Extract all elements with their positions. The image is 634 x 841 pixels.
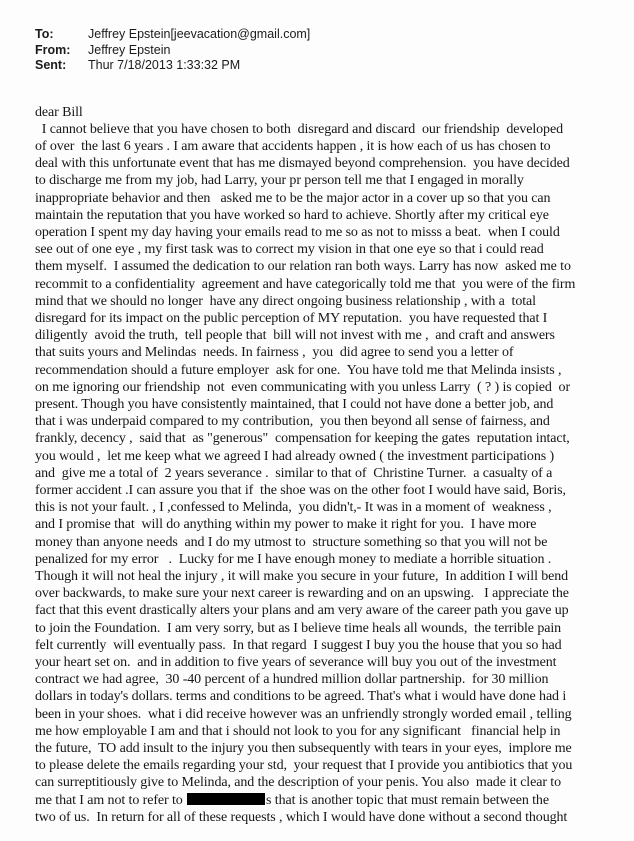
sent-value: Thur 7/18/2013 1:33:32 PM (88, 58, 241, 72)
header-row-sent (35, 58, 606, 74)
body-line: two of us. In return for all of these requests , which I would have done without a second thought (35, 809, 568, 825)
body-line: of over the last 6 years . I am aware that accidents happen , it is how each of us has chosen to (35, 138, 551, 154)
body-line: can surreptitiously give to Melinda, and the description of your penis. You also made it clear to (35, 775, 561, 791)
header-row-from (35, 43, 606, 59)
body-line: to discharge me from my job, had Larry, your pr person tell me that I engaged in morally (35, 173, 524, 189)
body-line: contract we had agree, 30 -40 percent of a hundred million dollar partnership. for 30 million (35, 672, 549, 688)
body-line: them myself. I assumed the dedication to our relation ran both ways. Larry has now asked me to (35, 259, 571, 275)
body-line: frankly, decency , said that as "generous" compensation for keeping the gates reputation intact, (35, 431, 570, 447)
to-label: To: (35, 27, 54, 41)
body-line: present. Though you have consistently maintained, that I could not have done a better job, and (35, 396, 554, 412)
email-letter (35, 104, 606, 827)
body-line: felt currently will eventually pass. In that regard I suggest I buy you the house that you so had (35, 637, 562, 653)
body-line: recommendation should a future employer ask for one. You have told me that Melinda insists , (35, 362, 562, 378)
body-line: to join the Foundation. I am very sorry, but as I believe time heals all wounds, the terrible pain (35, 620, 562, 636)
body-line: fact that this event drastically alters your plans and am very aware of the career path you gave up (35, 603, 569, 619)
body-line: maintain the reputation that you have worked so hard to achieve. Shortly after my critical eye (35, 207, 549, 223)
body-line: I cannot believe that you have chosen to both disregard and discard our friendship developed (35, 121, 563, 137)
from-label: From: (35, 42, 71, 57)
body-line: that i was underpaid compared to my contribution, you then beyond all sense of fairness, and (35, 414, 550, 430)
body-line: and give me a total of 2 years severance . similar to that of Christine Turner. a casualty of a (35, 465, 553, 481)
sent-label: Sent: (35, 58, 67, 72)
email-body (35, 121, 606, 826)
body-line: disregard for its impact on the public perception of MY reputation. you have requested that I (35, 310, 548, 326)
body-line: mind that we should no longer have any direct ongoing business relationship , with a total (35, 293, 536, 309)
email-header (35, 27, 606, 74)
header-row-to (35, 27, 606, 43)
body-line: dollars in today's dollars. terms and conditions to be agreed. That's what i would have done had i (35, 689, 567, 705)
body-line: this is not your fault. , I ,confessed to Melinda, you didn't,- It was in a moment of weakness , (35, 500, 552, 516)
body-line: you would , let me keep what we agreed I had already owned ( the investment participations ) (35, 448, 555, 464)
body-line: that suits yours and Melindas needs. In fairness , you did agree to send you a letter of (35, 345, 514, 361)
body-line: see out of one eye , my first task was to correct my vision in that one eye so that i could read (35, 242, 544, 258)
body-line: Though it will not heal the injury , it will make you secure in your future, In addition I will bend (35, 568, 569, 584)
body-line: me that I am not to refer to s that is another topic that must remain between the (35, 792, 549, 808)
salutation: dear Bill (35, 104, 83, 120)
body-line: been in your shoes. what i did receive however was an unfriendly strongly worded email , telling (35, 706, 572, 722)
to-value: Jeffrey Epstein[jeevacation@gmail.com] (88, 27, 311, 41)
body-line: over backwards, to make sure your next career is rewarding and on an upswing. I appreciate the (35, 586, 569, 602)
body-line: the future, TO add insult to the injury you then subsequently with tears in your eyes, implore me (35, 741, 572, 757)
body-line: diligently avoid the truth, tell people that bill will not invest with me , and craft and answers (35, 328, 555, 344)
body-line: operation I spent my day having your emails read to me so as not to misss a beat. when I could (35, 224, 560, 240)
body-line: former accident .I can assure you that if the shoe was on the other foot I would have said, Boris, (35, 482, 566, 498)
body-line: on me ignoring our friendship not even communicating with you unless Larry ( ? ) is copied or (35, 379, 571, 395)
body-line: inappropriate behavior and then asked me to be the major actor in a cover up so that you can (35, 190, 551, 206)
body-line: and I promise that will do anything within my power to make it right for you. I have more (35, 517, 537, 533)
body-line: to please delete the emails regarding your std, your request that I provide you antibiotics that you (35, 758, 573, 774)
body-line: me how employable I am and that i should not look to you for any significant financial help in (35, 723, 561, 739)
body-line: deal with this unfortunate event that has me dismayed beyond comprehension. you have decided (35, 156, 570, 172)
from-value: Jeffrey Epstein (88, 42, 171, 57)
body-line: penalized for my error . Lucky for me I have enough money to mediate a horrible situation . (35, 551, 552, 567)
redaction-box (187, 793, 265, 805)
body-line: recommit to a confidentiality agreement and have categorically told me that you were of the firm (35, 276, 576, 292)
body-line: your heart set on. and in addition to five years of severance will buy you out of the investment (35, 655, 557, 670)
body-line: money than anyone needs and I do my utmost to structure something so that you will not be (35, 534, 548, 550)
